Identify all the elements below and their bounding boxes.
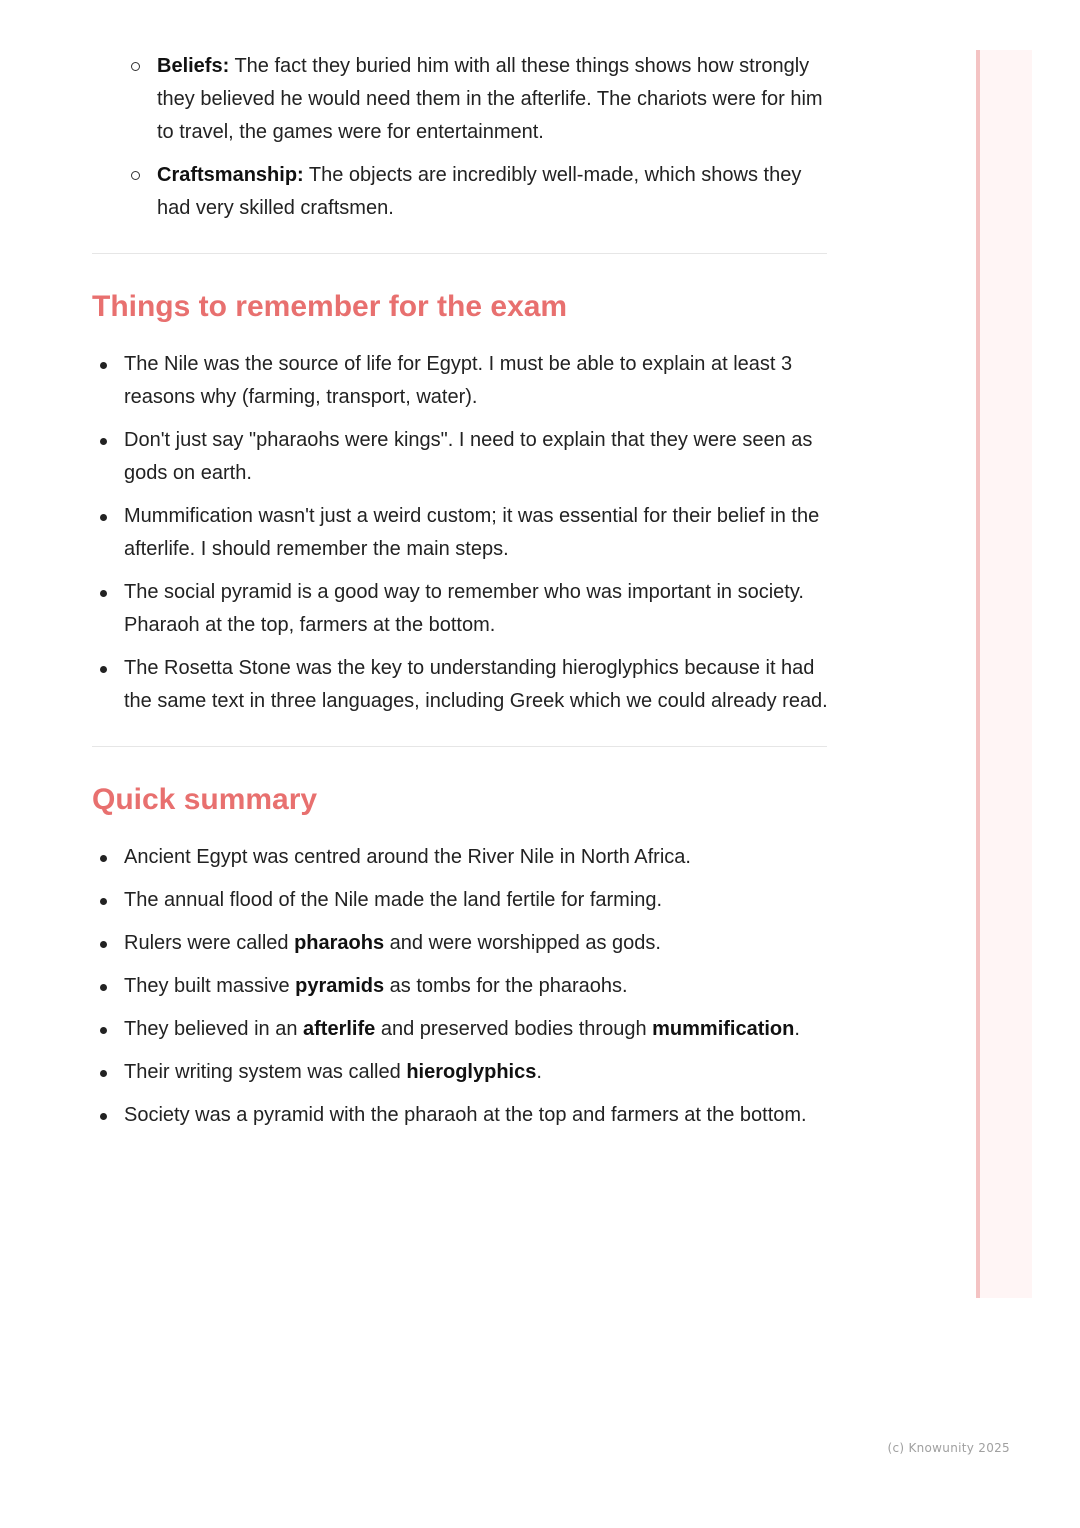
list-item <box>124 927 832 960</box>
bullet-icon <box>100 941 107 948</box>
margin-sidebar <box>976 50 1032 1298</box>
list-item <box>124 652 832 718</box>
list-item <box>124 576 832 642</box>
sub-item-text: The objects are incredibly well-made, which shows they had very skilled craftsmen. <box>157 164 802 219</box>
sub-item-text: The fact they buried him with all these things shows how strongly they believed he would need them in the afterlife. The chariots were for him to travel, the games were for entertainment. <box>157 55 823 143</box>
bullet-icon <box>100 1027 107 1034</box>
section-divider <box>92 746 827 747</box>
list-item-text: and preserved bodies through <box>375 1018 653 1040</box>
list-item-text: Don't just say "pharaohs were kings". I need to explain that they were seen as gods on earth. <box>124 429 813 484</box>
list-item <box>124 1013 832 1046</box>
bullet-icon <box>100 984 107 991</box>
bullet-icon <box>100 1070 107 1077</box>
list-item-text: They built massive <box>124 975 296 997</box>
sub-list-item-craftsmanship <box>157 159 832 225</box>
section-divider <box>92 253 827 254</box>
list-item-text: and were worshipped as gods. <box>384 932 661 954</box>
list-item-text: Mummification wasn't just a weird custom; it was essential for their belief in the afterlife. I should remember the main steps. <box>124 505 820 560</box>
list-item <box>124 500 832 566</box>
list-item-text: The Nile was the source of life for Egypt. I must be able to explain at least 3 reasons why (farming, transport, water). <box>124 353 793 408</box>
exam-list <box>92 348 832 718</box>
bullet-icon <box>100 590 107 597</box>
list-item <box>124 348 832 414</box>
list-item-text: . <box>536 1061 542 1083</box>
hollow-bullet-icon <box>131 171 140 180</box>
list-item-text: Their writing system was called <box>124 1061 407 1083</box>
list-item-text: as tombs for the pharaohs. <box>384 975 628 997</box>
sub-item-label: Craftsmanship: <box>157 164 304 186</box>
list-item-text: The Rosetta Stone was the key to understanding hieroglyphics because it had the same text in three languages, including Greek which we could already read. <box>124 657 828 712</box>
bold-term: hieroglyphics <box>406 1061 537 1083</box>
list-item <box>124 1056 832 1089</box>
bullet-icon <box>100 666 107 673</box>
sub-item-label: Beliefs: <box>157 55 230 77</box>
list-item-text: Rulers were called <box>124 932 295 954</box>
list-item-text: The social pyramid is a good way to remember who was important in society. Pharaoh at the top, farmers at the bottom. <box>124 581 804 636</box>
bullet-icon <box>100 898 107 905</box>
summary-section-heading: Quick summary <box>92 783 318 816</box>
sub-list-item-beliefs <box>157 50 832 149</box>
document-body <box>92 50 832 1142</box>
copyright-footer: (c) Knowunity 2025 <box>887 1441 1010 1455</box>
list-item <box>124 970 832 1003</box>
exam-section-heading: Things to remember for the exam <box>92 290 568 323</box>
list-item <box>124 424 832 490</box>
bullet-icon <box>100 855 107 862</box>
list-item-text: The annual flood of the Nile made the land fertile for farming. <box>124 889 663 911</box>
list-item-text: . <box>794 1018 800 1040</box>
bold-term: afterlife <box>303 1018 376 1040</box>
bold-term: pyramids <box>295 975 385 997</box>
list-item <box>124 1099 832 1132</box>
bullet-icon <box>100 362 107 369</box>
list-item <box>124 884 832 917</box>
detail-sub-list <box>92 50 832 225</box>
bold-term: mummification <box>652 1018 795 1040</box>
bullet-icon <box>100 514 107 521</box>
bullet-icon <box>100 1113 107 1120</box>
list-item-text: Ancient Egypt was centred around the River Nile in North Africa. <box>124 846 691 868</box>
bold-term: pharaohs <box>294 932 385 954</box>
bullet-icon <box>100 438 107 445</box>
hollow-bullet-icon <box>131 62 140 71</box>
list-item <box>124 841 832 874</box>
list-item-text: They believed in an <box>124 1018 304 1040</box>
list-item-text: Society was a pyramid with the pharaoh at the top and farmers at the bottom. <box>124 1104 807 1126</box>
summary-list <box>92 841 832 1132</box>
